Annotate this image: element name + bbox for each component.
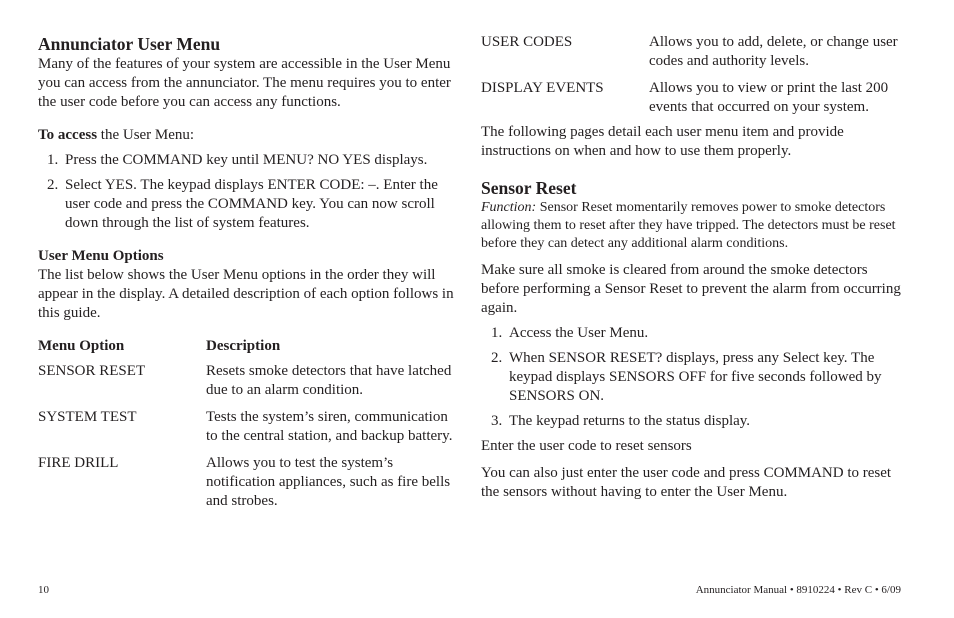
step-number: 2. <box>491 350 503 366</box>
left-column <box>38 33 458 511</box>
table-cell-option: USER CODES <box>481 34 573 50</box>
intro-paragraph: Many of the features of your system are accessible in the User Menu you can access from the annunciator. The menu requires you to enter the user code before you can access any functions. <box>38 56 451 110</box>
table-header-option: Menu Option <box>38 338 125 354</box>
section-heading-sensor-reset: Sensor Reset <box>481 178 577 198</box>
table-header-description: Description <box>206 338 281 354</box>
options-intro-paragraph: The list below shows the User Menu options in the order they will appear in the display. A detailed description of each option follows in this guide. <box>38 267 454 321</box>
sensor-step-3 <box>481 412 901 431</box>
also-paragraph: You can also just enter the user code and press COMMAND to reset the sensors without having to enter the User Menu. <box>481 465 892 500</box>
table-cell-description: Allows you to test the system’s notification appliances, such as fire bells and strobes. <box>206 455 451 509</box>
table-cell-description: Resets smoke detectors that have latched due to an alarm condition. <box>206 363 452 398</box>
table-cell-option: DISPLAY EVENTS <box>481 80 604 96</box>
sensor-step-2 <box>481 349 901 406</box>
enter-code-paragraph: Enter the user code to reset sensors <box>481 438 692 454</box>
access-step-2 <box>38 176 458 233</box>
step-text: Select YES. The keypad displays ENTER CODE: –. Enter the user code and press the COMMAND key. You can now scroll down through the list of system features. <box>65 177 438 231</box>
access-text: the User Menu: <box>97 127 195 143</box>
table-cell-description: Allows you to add, delete, or change user codes and authority levels. <box>649 34 898 69</box>
table-row <box>481 79 901 117</box>
step-number: 2. <box>47 177 59 193</box>
step-text: When SENSOR RESET? displays, press any Select key. The keypad displays SENSORS OFF for five seconds followed by SENSORS ON. <box>509 350 882 404</box>
step-number: 1. <box>491 325 503 341</box>
step-number: 1. <box>47 152 59 168</box>
table-cell-option: SYSTEM TEST <box>38 409 137 425</box>
section-heading-annunciator-user-menu: Annunciator User Menu <box>38 34 221 54</box>
step-text: The keypad returns to the status display. <box>509 413 751 429</box>
table-row <box>38 408 458 446</box>
function-paragraph <box>481 199 901 253</box>
step-number: 3. <box>491 413 503 429</box>
sensor-step-1 <box>481 324 901 343</box>
page-number: 10 <box>38 584 49 596</box>
access-label: To access <box>38 127 98 143</box>
table-cell-description: Allows you to view or print the last 200 events that occurred on your system. <box>649 80 889 115</box>
step-text: Access the User Menu. <box>509 325 649 341</box>
table-row <box>481 33 901 71</box>
make-sure-paragraph: Make sure all smoke is cleared from around the smoke detectors before performing a Sensor Reset to prevent the alarm from occurring again. <box>481 262 901 316</box>
footer-manual-info: Annunciator Manual • 8910224 • Rev C • 6/09 <box>695 584 901 596</box>
table-cell-option: SENSOR RESET <box>38 363 146 379</box>
table-cell-description: Tests the system’s siren, communication to the central station, and backup battery. <box>206 409 453 444</box>
table-row <box>38 454 458 511</box>
function-label: Function: <box>481 200 537 215</box>
table-row <box>38 362 458 400</box>
access-instruction <box>38 126 458 145</box>
step-text: Press the COMMAND key until MENU? NO YES displays. <box>65 152 428 168</box>
access-step-1 <box>38 151 458 170</box>
function-text: Sensor Reset momentarily removes power to smoke detectors allowing them to reset after they have tripped. The detectors must be reset before they can detect any additional alarm conditions. <box>481 200 896 251</box>
table-cell-option: FIRE DRILL <box>38 455 119 471</box>
following-paragraph: The following pages detail each user menu item and provide instructions on when and how to use them properly. <box>481 124 844 159</box>
menu-options-table <box>38 337 458 356</box>
subheading-user-menu-options: User Menu Options <box>38 248 164 264</box>
right-column <box>481 33 901 502</box>
